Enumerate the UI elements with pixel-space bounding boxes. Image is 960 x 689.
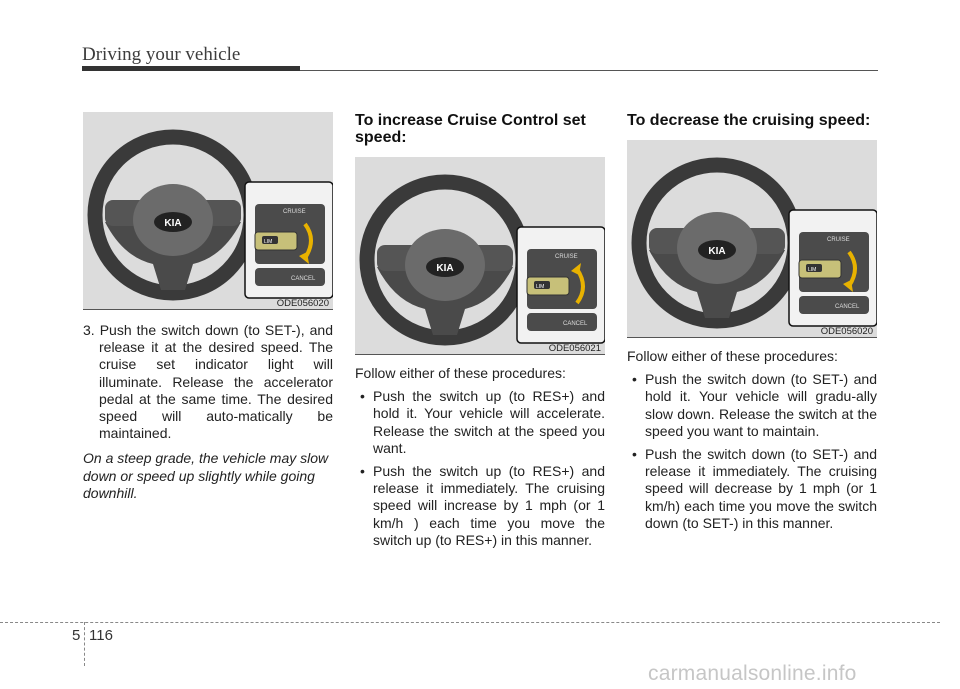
- increase-speed-heading: To increase Cruise Control set speed:: [355, 112, 586, 146]
- middle-bullet-2: • Push the switch up (to RES+) and release it immediately. The cruising speed will increase by 1 mph (or 1 km/h ) each time you move the switch up (to RES+) in this manner.: [360, 463, 605, 548]
- lim-label: LIM: [808, 267, 817, 273]
- cancel-label: CANCEL: [291, 276, 316, 282]
- left-column: [83, 112, 333, 502]
- cruise-label: CRUISE: [555, 254, 578, 260]
- header-rule: [300, 70, 878, 71]
- cancel-label: CANCEL: [563, 321, 588, 327]
- steering-wheel-illustration: [83, 112, 333, 310]
- footer-dashed-rule: [0, 622, 940, 623]
- figure-baseline: [627, 337, 877, 338]
- decrease-speed-heading: To decrease the cruising speed:: [627, 112, 871, 129]
- right-intro: Follow either of these procedures:: [627, 348, 838, 364]
- cruise-label: CRUISE: [283, 209, 306, 215]
- middle-bullet-1: • Push the switch up (to RES+) and hold it. Your vehicle will accelerate. Release the switch at the speed you want.: [360, 388, 605, 456]
- middle-column: [355, 112, 605, 549]
- cancel-label: CANCEL: [835, 304, 860, 310]
- page-header-title: Driving your vehicle: [82, 44, 241, 65]
- figure-baseline: [355, 354, 605, 355]
- figure-code: ODE056020: [820, 326, 873, 337]
- watermark-link[interactable]: carmanualsonline.info: [648, 662, 857, 685]
- steering-wheel-illustration: [627, 140, 877, 338]
- wheel-logo-text: KIA: [436, 263, 454, 274]
- cruise-label: CRUISE: [827, 237, 850, 243]
- right-column: [627, 112, 877, 532]
- step-3-text: 3. Push the switch down (to SET-), and release it at the desired speed. The cruise set indicator light will illuminate. Release the accelerator pedal at the same time. The desired speed will auto-matically be maintained.: [83, 322, 333, 442]
- footer-dashed-divider: [84, 622, 85, 666]
- figure-baseline: [83, 309, 333, 310]
- wheel-logo-text: KIA: [164, 218, 182, 229]
- steering-wheel-illustration: [355, 157, 605, 355]
- header-bar: [82, 66, 300, 71]
- right-bullet-2: • Push the switch down (to SET-) and release it immediately. The cruising speed will decrease by 1 mph (or 1 km/h) each time you move the switch down (to SET-) in this manner.: [632, 446, 877, 531]
- steering-wheel-figure-1: [83, 112, 333, 310]
- lim-label: LIM: [264, 239, 273, 245]
- figure-code: ODE056020: [276, 298, 329, 309]
- page-number: 116: [89, 627, 113, 644]
- section-number: 5: [72, 627, 81, 644]
- steep-grade-note: On a steep grade, the vehicle may slow down or speed up slightly while going downhill.: [83, 450, 329, 501]
- steering-wheel-figure-3: [627, 140, 877, 338]
- steering-wheel-figure-2: [355, 157, 605, 355]
- wheel-logo-text: KIA: [708, 246, 726, 257]
- figure-code: ODE056021: [548, 343, 601, 354]
- right-bullet-1: • Push the switch down (to SET-) and hold it. Your vehicle will gradu-ally slow down. Release the switch at the speed you want to maintain.: [632, 371, 877, 439]
- middle-intro: Follow either of these procedures:: [355, 365, 566, 381]
- lim-label: LIM: [536, 284, 545, 290]
